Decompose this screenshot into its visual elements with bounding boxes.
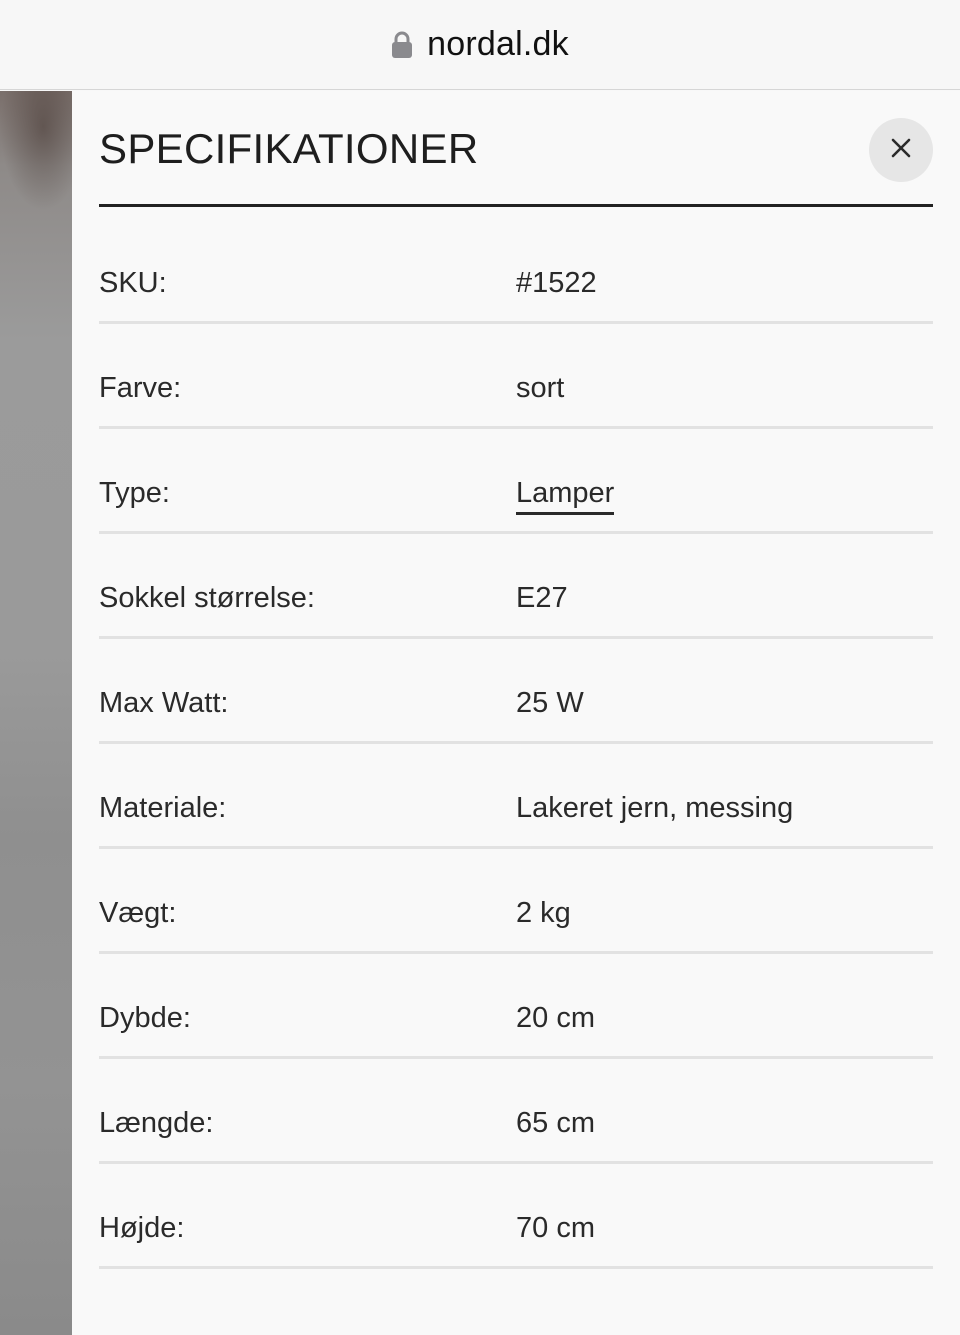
spec-value: Lakeret jern, messing <box>516 792 794 824</box>
spec-row-farve <box>99 324 933 429</box>
spec-row-sokkel <box>99 534 933 639</box>
spec-value: E27 <box>516 582 568 614</box>
page-backdrop[interactable] <box>0 91 72 1335</box>
url-domain: nordal.dk <box>427 25 569 63</box>
spec-value: 70 cm <box>516 1212 595 1244</box>
spec-label: Længde: <box>99 1107 214 1139</box>
panel-title: SPECIFIKATIONER <box>99 125 479 172</box>
lock-icon <box>391 31 413 59</box>
spec-label: Farve: <box>99 372 182 404</box>
specifications-panel <box>72 91 960 1335</box>
spec-label: Materiale: <box>99 792 227 824</box>
spec-label: Sokkel størrelse: <box>99 582 315 614</box>
spec-row-dybde <box>99 954 933 1059</box>
close-button[interactable] <box>869 118 933 182</box>
browser-url-bar[interactable] <box>0 0 960 90</box>
type-link[interactable]: Lamper <box>516 477 614 515</box>
spec-value: #1522 <box>516 267 597 299</box>
spec-row-vaegt <box>99 849 933 954</box>
spec-value: 2 kg <box>516 897 571 929</box>
spec-label: Højde: <box>99 1212 185 1244</box>
spec-label: Dybde: <box>99 1002 191 1034</box>
spec-list <box>99 219 933 1269</box>
spec-row-hoejde <box>99 1164 933 1269</box>
spec-row-type <box>99 429 933 534</box>
spec-label: SKU: <box>99 267 167 299</box>
close-icon <box>890 137 912 164</box>
spec-label: Max Watt: <box>99 687 229 719</box>
spec-value: sort <box>516 372 565 404</box>
panel-header <box>99 91 933 207</box>
spec-value: 65 cm <box>516 1107 595 1139</box>
url-display[interactable] <box>391 25 569 64</box>
spec-row-sku <box>99 219 933 324</box>
spec-row-max-watt <box>99 639 933 744</box>
spec-row-laengde <box>99 1059 933 1164</box>
spec-label: Vægt: <box>99 897 177 929</box>
spec-label: Type: <box>99 477 170 509</box>
spec-value: 25 W <box>516 687 584 719</box>
spec-value: 20 cm <box>516 1002 595 1034</box>
spec-row-materiale <box>99 744 933 849</box>
